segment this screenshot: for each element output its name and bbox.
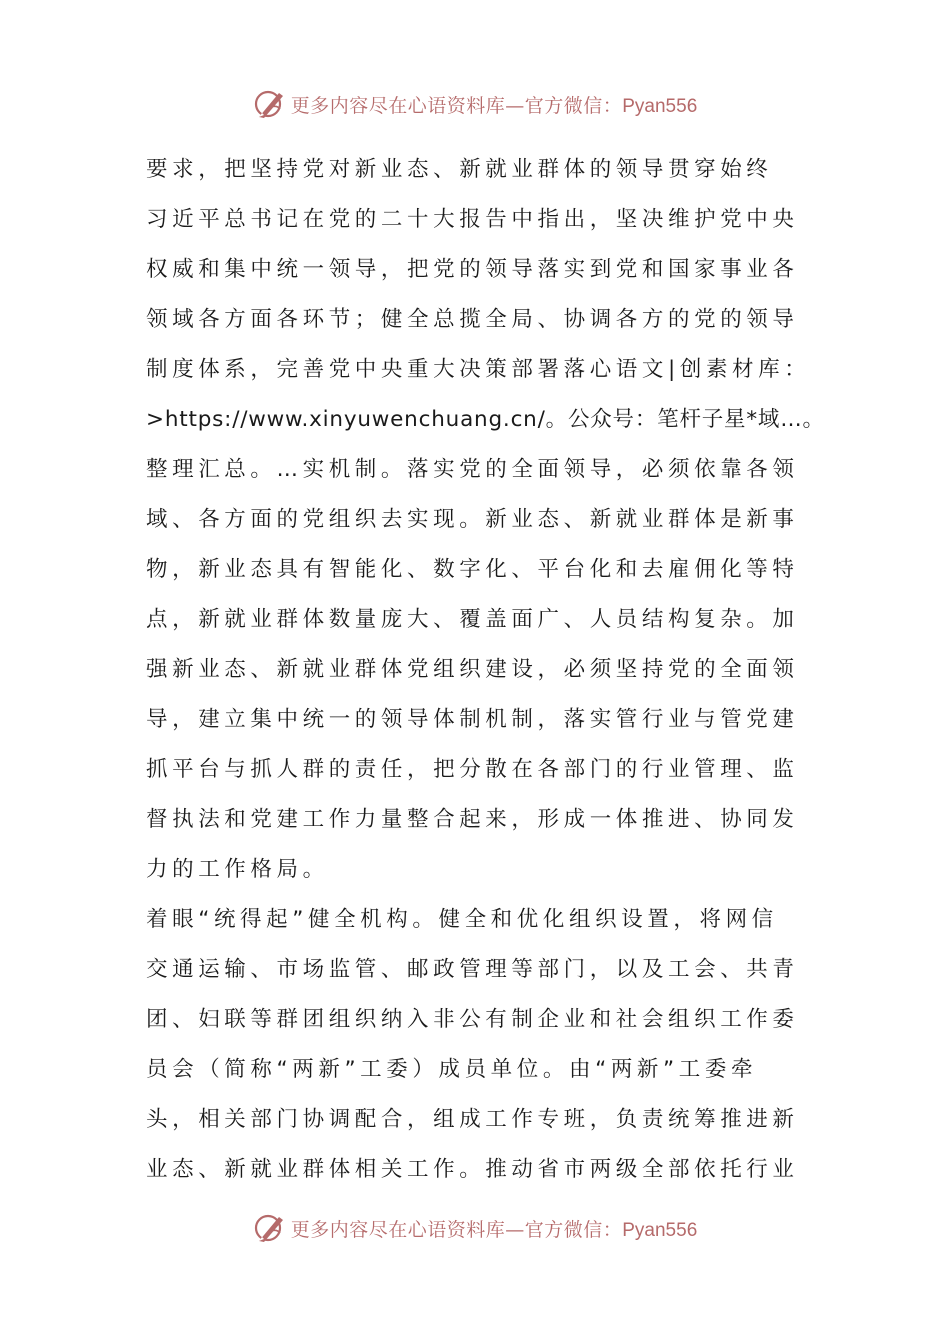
body-line: 导，建立集中统一的领导体制机制，落实管行业与管党建 bbox=[146, 707, 799, 732]
footer-banner-label: 更多内容尽在心语资料库—官方微信： bbox=[290, 1218, 623, 1241]
body-line: 习近平总书记在党的二十大报告中指出，坚决维护党中央 bbox=[146, 207, 799, 232]
body-line: 领域各方面各环节；健全总揽全局、协调各方的党的领导 bbox=[146, 307, 799, 332]
footer-banner-handle: Pyan556 bbox=[622, 1219, 698, 1241]
body-line: 要求，把坚持党对新业态、新就业群体的领导贯穿始终 bbox=[146, 157, 773, 182]
body-line-url[interactable]: >https://www.xinyuwenchuang.cn/。公众号：笔杆子星*域…。 bbox=[146, 407, 825, 432]
header-banner-text bbox=[291, 91, 698, 118]
body-line: 抓平台与抓人群的责任，把分散在各部门的行业管理、监 bbox=[146, 757, 799, 782]
body-line: 域、各方面的党组织去实现。新业态、新就业群体是新事 bbox=[146, 507, 799, 532]
body-line: 点，新就业群体数量庞大、覆盖面广、人员结构复杂。加 bbox=[146, 607, 799, 632]
footer-banner-text bbox=[291, 1215, 698, 1242]
body-line: 权威和集中统一领导，把党的领导落实到党和国家事业各 bbox=[146, 257, 799, 282]
page-header-banner bbox=[0, 84, 950, 124]
body-line: 着眼“统得起”健全机构。健全和优化组织设置，将网信 bbox=[146, 907, 778, 932]
document-body bbox=[146, 145, 825, 1195]
body-line: 制度体系，完善党中央重大决策部署落心语文|创素材库： bbox=[146, 357, 811, 382]
body-line: 业态、新就业群体相关工作。推动省市两级全部依托行业 bbox=[146, 1157, 799, 1182]
body-line: 力的工作格局。 bbox=[146, 857, 329, 882]
body-line: 督执法和党建工作力量整合起来，形成一体推进、协同发 bbox=[146, 807, 799, 832]
page-footer-banner bbox=[0, 1208, 950, 1248]
body-line: 交通运输、市场监管、邮政管理等部门，以及工会、共青 bbox=[146, 957, 799, 982]
pen-logo-icon bbox=[253, 87, 287, 121]
body-line: 员会（简称“两新”工委）成员单位。由“两新”工委牵 bbox=[146, 1057, 758, 1082]
header-banner-label: 更多内容尽在心语资料库—官方微信： bbox=[290, 94, 623, 117]
pen-logo-icon bbox=[253, 1211, 287, 1245]
body-line: 整理汇总。…实机制。落实党的全面领导，必须依靠各领 bbox=[146, 457, 799, 482]
body-line: 强新业态、新就业群体党组织建设，必须坚持党的全面领 bbox=[146, 657, 799, 682]
body-line: 头，相关部门协调配合，组成工作专班，负责统筹推进新 bbox=[146, 1107, 799, 1132]
body-line: 团、妇联等群团组织纳入非公有制企业和社会组织工作委 bbox=[146, 1007, 799, 1032]
header-banner-handle: Pyan556 bbox=[622, 95, 698, 117]
body-line: 物，新业态具有智能化、数字化、平台化和去雇佣化等特 bbox=[146, 557, 799, 582]
